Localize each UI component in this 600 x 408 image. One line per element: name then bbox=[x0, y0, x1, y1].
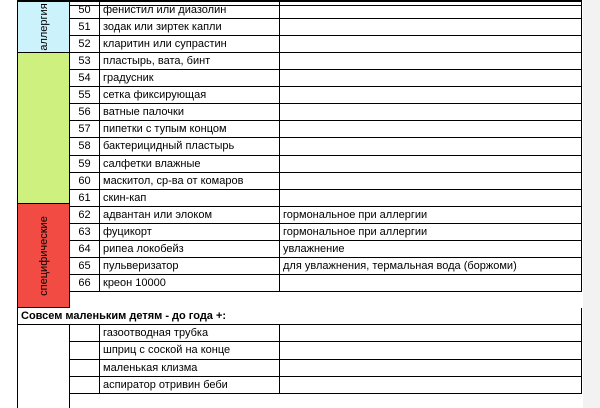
cell-num: 53 bbox=[70, 53, 100, 70]
cell-name: аспиратор отривин беби bbox=[100, 377, 280, 394]
table-row bbox=[0, 138, 600, 155]
cell-note bbox=[280, 19, 582, 36]
table-row bbox=[0, 173, 600, 190]
cell-num: 58 bbox=[70, 138, 100, 155]
cell-name: газоотводная трубка bbox=[100, 325, 280, 342]
cell-name: кларитин или супрастин bbox=[100, 36, 280, 53]
cell-note bbox=[280, 342, 582, 359]
table-row bbox=[0, 190, 600, 207]
cell-note bbox=[280, 325, 582, 342]
table-row bbox=[0, 224, 600, 241]
table-row bbox=[0, 36, 600, 53]
cell-name: салфетки влажные bbox=[100, 156, 280, 173]
cell-num: 54 bbox=[70, 70, 100, 87]
cell-note: увлажнение bbox=[280, 241, 582, 258]
table-row bbox=[0, 275, 600, 292]
cell-name: зодак или зиртек капли bbox=[100, 19, 280, 36]
table-row bbox=[0, 53, 600, 70]
cell-num bbox=[70, 325, 100, 342]
cell-num: 50 bbox=[70, 2, 100, 19]
cell-name: адвантан или элоком bbox=[100, 207, 280, 224]
cell-num: 52 bbox=[70, 36, 100, 53]
cell-name: рипеа локобейз bbox=[100, 241, 280, 258]
cell-note bbox=[280, 156, 582, 173]
cell-num: 62 bbox=[70, 207, 100, 224]
cell-num: 64 bbox=[70, 241, 100, 258]
table-row bbox=[0, 342, 600, 359]
cell-num bbox=[70, 360, 100, 377]
cell-note bbox=[280, 173, 582, 190]
cell-note bbox=[280, 53, 582, 70]
cell-num bbox=[70, 342, 100, 359]
table-row bbox=[0, 258, 600, 275]
cell-name: маскитол, ср-ва от комаров bbox=[100, 173, 280, 190]
cell-name: сетка фиксирующая bbox=[100, 87, 280, 104]
cell-note: гормональное при аллергии bbox=[280, 207, 582, 224]
cell-note bbox=[280, 87, 582, 104]
cell-num bbox=[70, 377, 100, 394]
cell-num: 59 bbox=[70, 156, 100, 173]
cell-note bbox=[280, 36, 582, 53]
table-row bbox=[0, 156, 600, 173]
cell-num: 63 bbox=[70, 224, 100, 241]
cell-num: 61 bbox=[70, 190, 100, 207]
cell-name: ватные палочки bbox=[100, 104, 280, 121]
table-row bbox=[0, 360, 600, 377]
cell-name: фенистил или диазолин bbox=[100, 2, 280, 19]
table-row bbox=[0, 325, 600, 342]
cell-name: градусник bbox=[100, 70, 280, 87]
cell-note bbox=[280, 377, 582, 394]
cell-num: 65 bbox=[70, 258, 100, 275]
cell-note bbox=[280, 275, 582, 292]
section-header: Совсем маленьким детям - до года +: bbox=[18, 308, 582, 325]
category-label: специфические bbox=[37, 215, 50, 296]
cell-num: 55 bbox=[70, 87, 100, 104]
cell-name: скин-кап bbox=[100, 190, 280, 207]
category-label: аллергия bbox=[37, 3, 50, 51]
cell-note bbox=[280, 104, 582, 121]
table-row bbox=[0, 207, 600, 224]
cell-name: фуцикорт bbox=[100, 224, 280, 241]
cell-num: 56 bbox=[70, 104, 100, 121]
cell-note bbox=[280, 138, 582, 155]
cell-name: маленькая клизма bbox=[100, 360, 280, 377]
cell-note: для увлажнения, термальная вода (боржоми) bbox=[280, 258, 582, 275]
cell-name: бактерицидный пластырь bbox=[100, 138, 280, 155]
cell-note: гормональное при аллергии bbox=[280, 224, 582, 241]
cell-name: пластырь, вата, бинт bbox=[100, 53, 280, 70]
cell-name: шприц с соской на конце bbox=[100, 342, 280, 359]
cell-name: креон 10000 bbox=[100, 275, 280, 292]
cell-note bbox=[280, 2, 582, 19]
cell-num: 60 bbox=[70, 173, 100, 190]
table-row bbox=[0, 104, 600, 121]
cell-name: пипетки с тупым концом bbox=[100, 121, 280, 138]
cell-num: 66 bbox=[70, 275, 100, 292]
table-row bbox=[0, 87, 600, 104]
table-row bbox=[0, 19, 600, 36]
table-row bbox=[0, 70, 600, 87]
cell-note bbox=[280, 121, 582, 138]
cell-num: 57 bbox=[70, 121, 100, 138]
cell-note bbox=[280, 190, 582, 207]
cell-note bbox=[280, 70, 582, 87]
table-row bbox=[0, 121, 600, 138]
table-row bbox=[0, 377, 600, 394]
cell-note bbox=[280, 360, 582, 377]
table-row bbox=[0, 2, 600, 19]
cell-num: 51 bbox=[70, 19, 100, 36]
cell-name: пульверизатор bbox=[100, 258, 280, 275]
table-row bbox=[0, 241, 600, 258]
